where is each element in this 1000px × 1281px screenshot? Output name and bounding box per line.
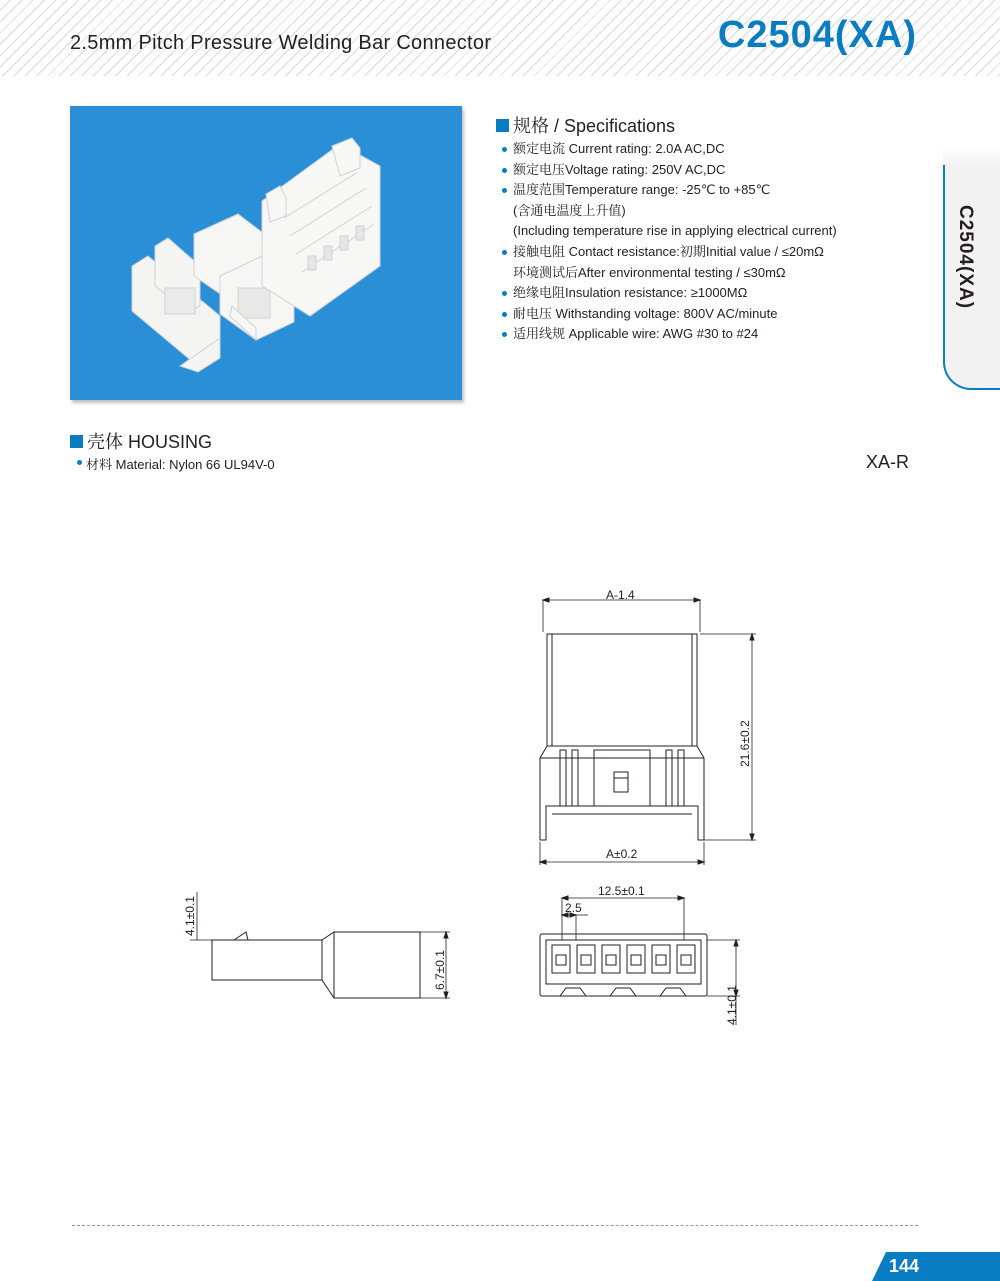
- spec-temperature-note-cn: (含通电温度上升值): [513, 202, 626, 218]
- dim-top-width: A-1.4: [606, 588, 635, 602]
- spec-current: 额定电流 Current rating: 2.0A AC,DC: [500, 139, 837, 160]
- side-tab-label: C2504(XA): [955, 205, 976, 310]
- dim-front-height: 4.1±0.1: [725, 985, 739, 1025]
- dim-span: 12.5±0.1: [598, 884, 645, 898]
- dim-side-height: 4.1±0.1: [183, 896, 197, 936]
- spec-wire: 适用线规 Applicable wire: AWG #30 to #24: [500, 324, 837, 345]
- side-view-drawing: [190, 892, 450, 998]
- front-view-drawing: [540, 896, 740, 1025]
- dim-bottom-width: A±0.2: [606, 847, 638, 861]
- product-code: C2504(XA): [717, 14, 917, 56]
- housing-heading: 壳体 HOUSING: [70, 428, 212, 454]
- specs-heading: 规格 / Specifications: [496, 112, 675, 138]
- model-label: XA-R: [866, 452, 910, 472]
- page-title: 2.5mm Pitch Pressure Welding Bar Connector: [70, 32, 492, 54]
- spec-temperature: 温度范围Temperature range: -25℃ to +85℃: [500, 180, 837, 201]
- spec-contact-resistance-after: 环境测试后After environmental testing / ≤30mΩ: [513, 264, 786, 280]
- spec-temperature-note-en: (Including temperature rise in applying electrical current): [513, 223, 837, 239]
- housing-material: 材料 Material: Nylon 66 UL94V-0: [86, 454, 275, 473]
- spec-withstanding: 耐电压 Withstanding voltage: 800V AC/minute: [500, 304, 837, 325]
- page-number: 144: [888, 1256, 920, 1276]
- dim-height: 21.6±0.2: [738, 720, 752, 767]
- spec-contact-resistance: 接触电阻 Contact resistance:初期Initial value / ≤20mΩ: [500, 242, 837, 263]
- spec-voltage: 额定电压Voltage rating: 250V AC,DC: [500, 160, 837, 181]
- spec-insulation: 绝缘电阻Insulation resistance: ≥1000MΩ: [500, 283, 837, 304]
- dim-pitch: 2.5: [565, 901, 582, 915]
- footer-divider: [72, 1225, 918, 1226]
- top-view-drawing: [540, 598, 756, 865]
- dim-side-body: 6.7±0.1: [433, 950, 447, 990]
